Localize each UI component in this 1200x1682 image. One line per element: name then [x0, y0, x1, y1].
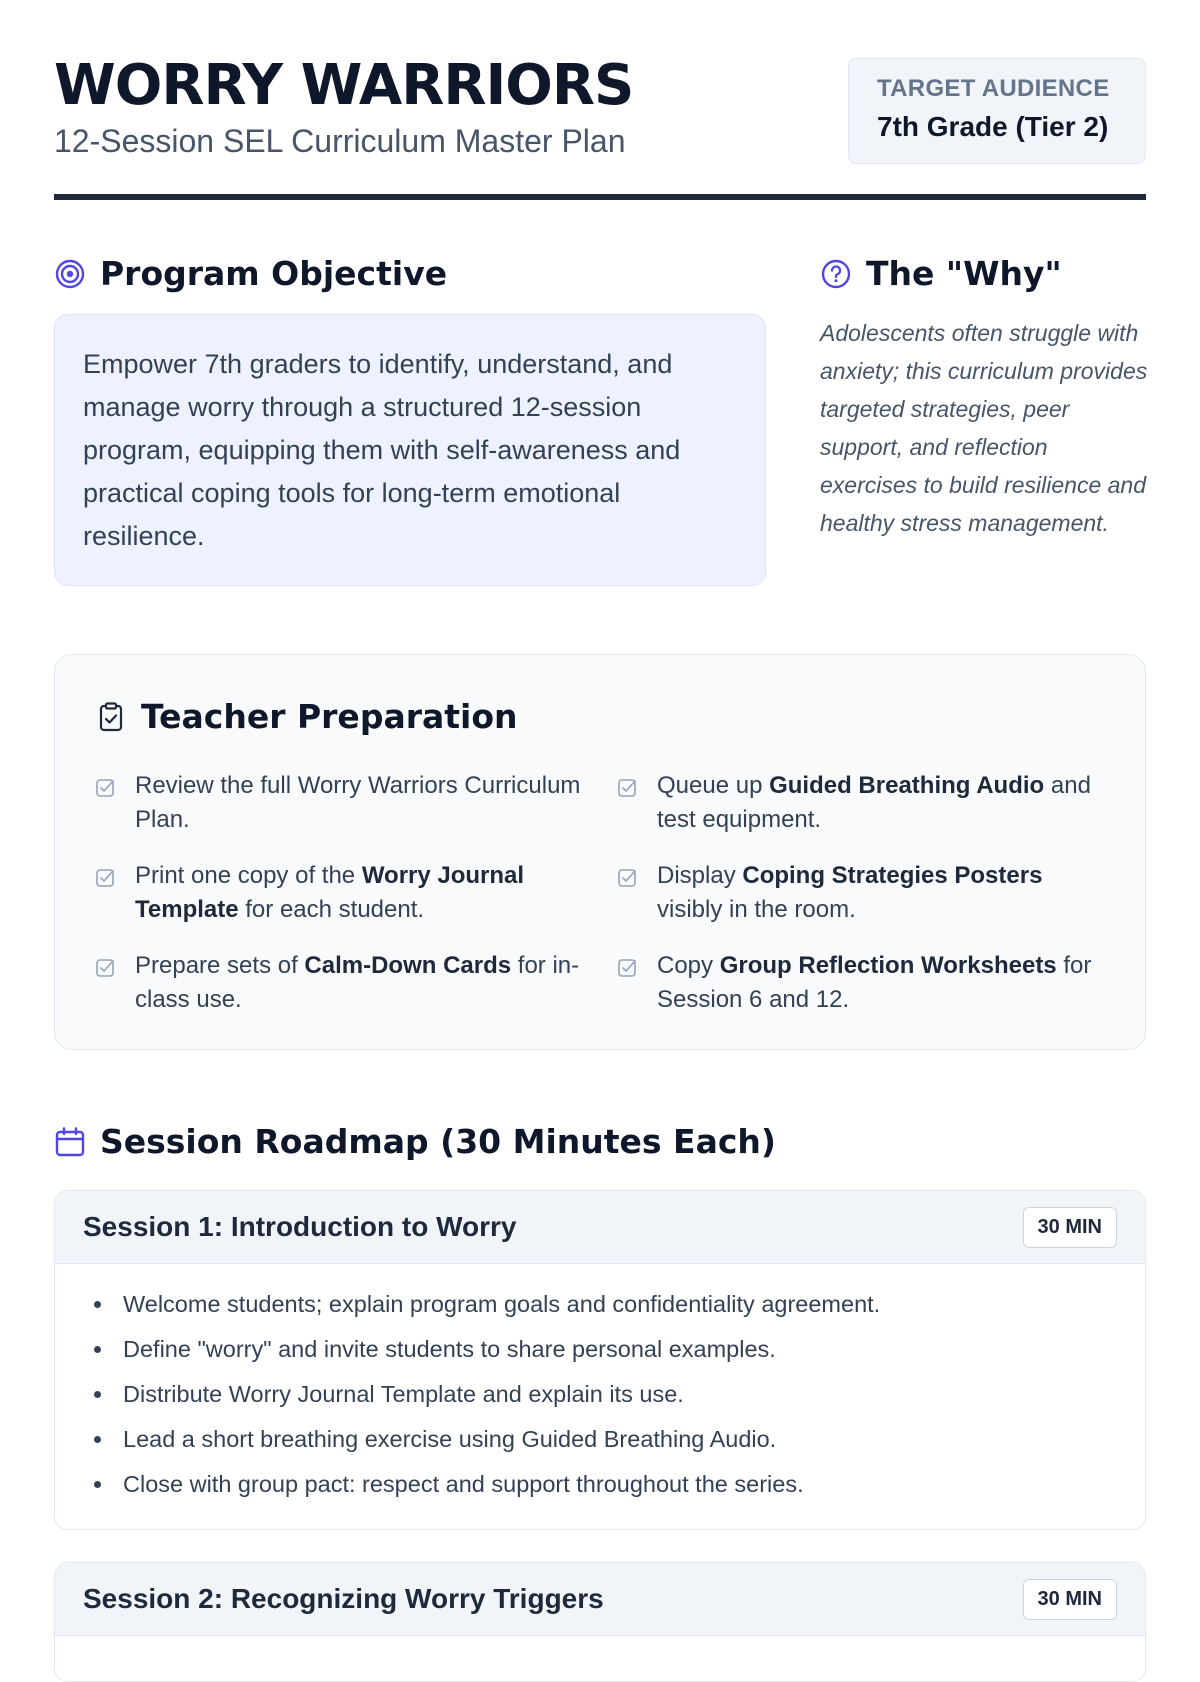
session-card [54, 1190, 1146, 1530]
question-circle-icon [820, 258, 852, 290]
session-header [55, 1191, 1145, 1264]
checkbox-icon [617, 867, 639, 889]
prep-item [617, 859, 1107, 927]
target-audience-badge [848, 58, 1146, 164]
prep-checklist [95, 769, 1107, 1017]
session-title: Session 2: Recognizing Worry Triggers [83, 1583, 604, 1614]
why-text: Adolescents often struggle with anxiety; this curriculum provides targeted strategies, peer support, and reflection exercises to build resilience and healthy stress management. [820, 320, 1148, 536]
roadmap-heading: Session Roadmap (30 Minutes Each) [100, 1122, 777, 1161]
prep-heading-row [95, 697, 518, 736]
prep-item-text: Display Coping Strategies Posters visibly in the room. [657, 862, 1043, 923]
objective-box [54, 314, 766, 586]
prep-item-text: Review the full Worry Warriors Curriculum Plan. [135, 772, 581, 833]
audience-value: 7th Grade (Tier 2) [877, 111, 1109, 142]
list-item: • Distribute Worry Journal Template and explain its use. [115, 1372, 1117, 1417]
calendar-icon [54, 1126, 86, 1158]
duration-badge: 30 MIN [1023, 1207, 1117, 1248]
checkbox-icon [95, 867, 117, 889]
session-card [54, 1562, 1146, 1682]
page-header [54, 54, 1146, 194]
list-item: • Welcome students; explain program goals and confidentiality agreement. [115, 1282, 1117, 1327]
session-activity-list [89, 1282, 1117, 1507]
why-heading-row [820, 254, 1062, 293]
target-icon [54, 258, 86, 290]
session-title: Session 1: Introduction to Worry [83, 1211, 517, 1242]
prep-item [95, 949, 617, 1017]
prep-item-text: Copy Group Reflection Worksheets for Session 6 and 12. [657, 952, 1092, 1013]
objective-heading-row [54, 254, 447, 293]
prep-item-text: Prepare sets of Calm-Down Cards for in-class use. [135, 952, 580, 1013]
teacher-prep-card [54, 654, 1146, 1050]
checkbox-icon [95, 957, 117, 979]
objective-heading: Program Objective [100, 254, 448, 293]
objective-text: Empower 7th graders to identify, understand, and manage worry through a structured 12-session program, equipping them with self-awareness and practical coping tools for long-term emotional resilience. [83, 349, 681, 551]
prep-item [95, 859, 617, 927]
roadmap-heading-row [54, 1122, 776, 1161]
page-title: WORRY WARRIORS [54, 53, 634, 118]
header-divider [54, 194, 1146, 200]
prep-item-text: Print one copy of the Worry Journal Template for each student. [135, 862, 525, 923]
duration-badge: 30 MIN [1023, 1579, 1117, 1620]
prep-item-text: Queue up Guided Breathing Audio and test equipment. [657, 772, 1091, 833]
clipboard-check-icon [95, 701, 127, 733]
audience-label: TARGET AUDIENCE [877, 75, 1110, 102]
prep-item [95, 769, 617, 837]
why-heading: The "Why" [866, 254, 1062, 293]
prep-item [617, 769, 1107, 837]
session-body [55, 1264, 1145, 1529]
prep-heading: Teacher Preparation [141, 697, 518, 736]
list-item: • Lead a short breathing exercise using Guided Breathing Audio. [115, 1417, 1117, 1462]
list-item: • Close with group pact: respect and support throughout the series. [115, 1462, 1117, 1507]
prep-item [617, 949, 1107, 1017]
checkbox-icon [617, 957, 639, 979]
checkbox-icon [617, 777, 639, 799]
page-subtitle: 12-Session SEL Curriculum Master Plan [54, 123, 626, 159]
list-item: • Define "worry" and invite students to share personal examples. [115, 1327, 1117, 1372]
checkbox-icon [95, 777, 117, 799]
